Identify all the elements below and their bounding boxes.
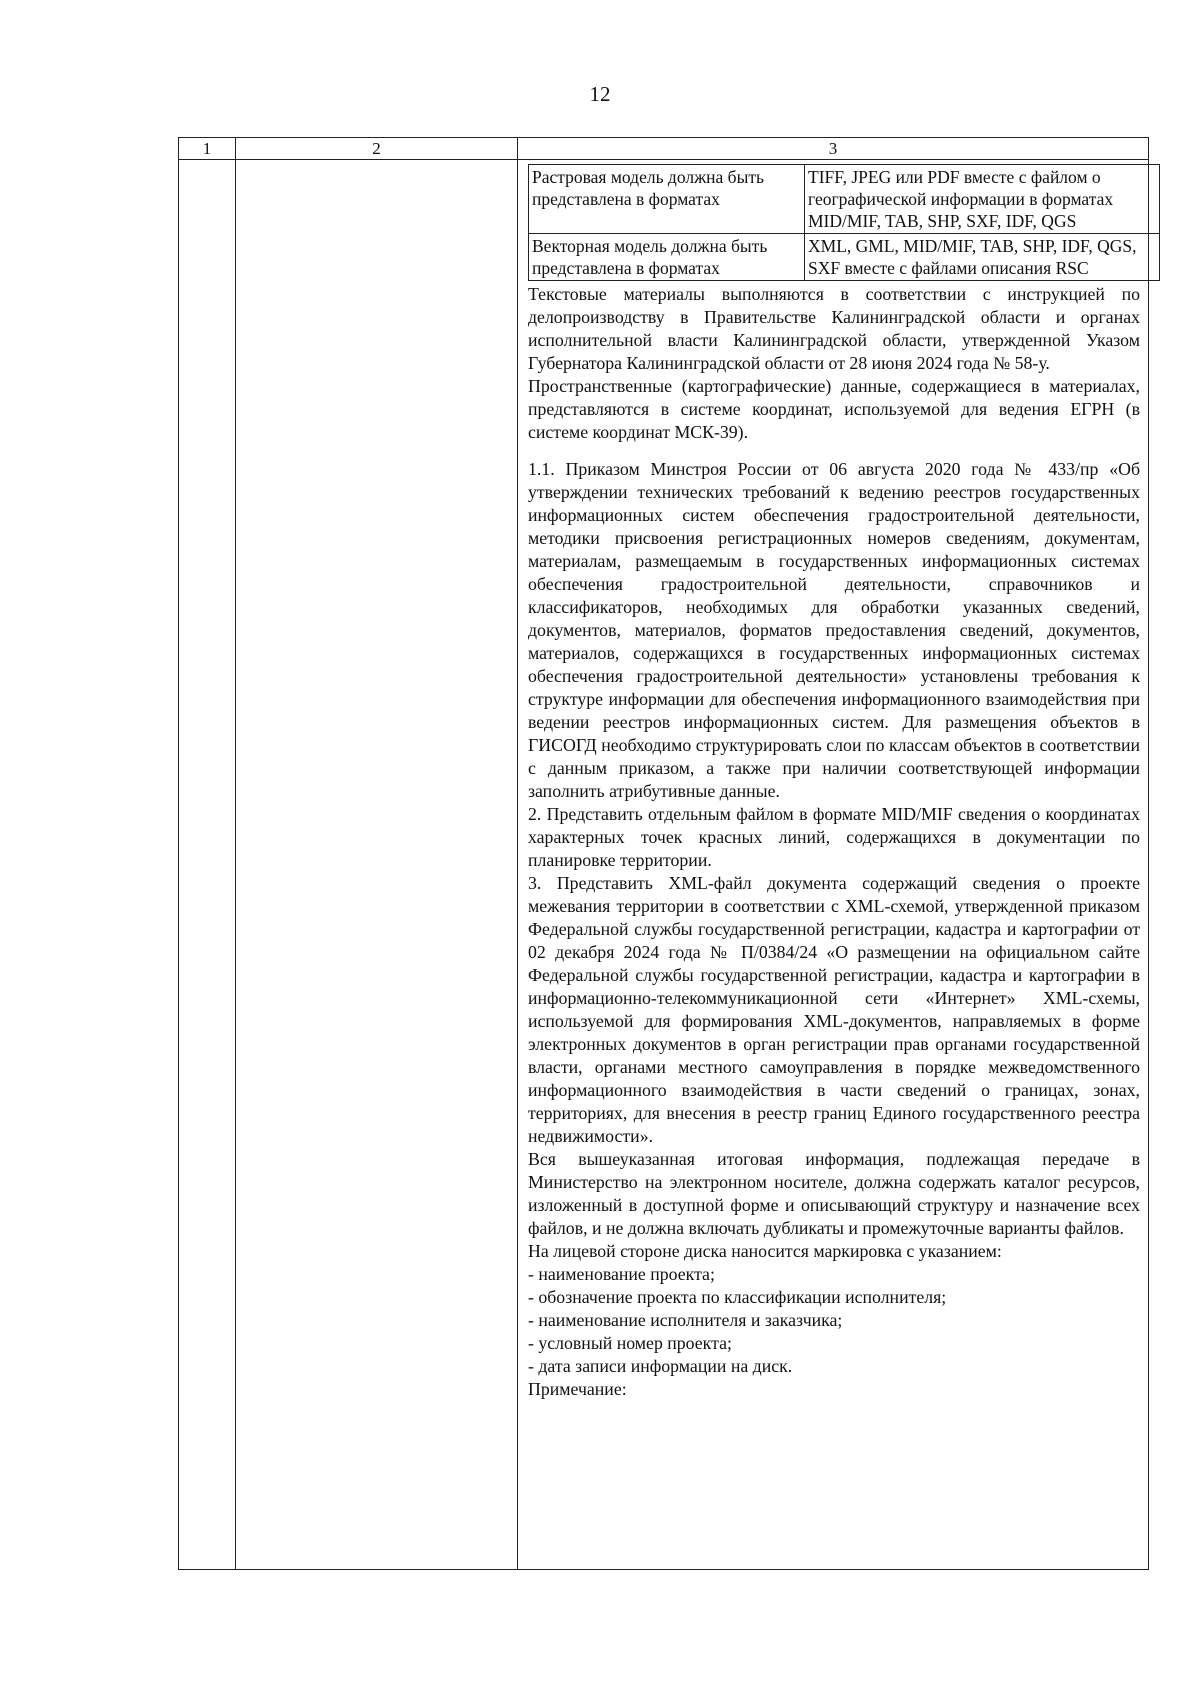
page-number: 12	[589, 82, 611, 106]
item-3-paragraph: 3. Представить XML-файл документа содержащий сведения о проекте межевания территории в соответствии с XML-схемой, утвержденной приказом Федеральной службы государственной регистрации, кадастра и картографии от 02 декабря 2024 года № П/0384/24 «О размещении на официальном сайте Федеральной службы государственной регистрации, кадастра и картографии в информационно-телекоммуникационной сети «Интернет» XML-схемы, используемой для формирования XML-документов, направляемых в форме электронных документов в орган регистрации прав органами государственной власти, органами местного самоуправления в порядке межведомственного информационного взаимодействия в части сведений о границах, зонах, территориях, для внесения в реестр границ Единого государственного реестра недвижимости».	[528, 873, 1140, 1146]
marking-intro: На лицевой стороне диска наносится маркировка с указанием:	[528, 1241, 1002, 1261]
marking-list-item: - обозначение проекта по классификации исполнителя;	[528, 1287, 947, 1307]
column-2-cell	[236, 160, 518, 1570]
table-header-row	[179, 138, 1149, 160]
marking-list-item: - условный номер проекта;	[528, 1333, 732, 1353]
item-1-1-paragraph: 1.1. Приказом Минстроя России от 06 августа 2020 года № 433/пр «Об утверждении технических требований к ведению реестров государственных информационных систем обеспечения градостроительной деятельности, методики присвоения регистрационных номеров сведениям, документам, материалам, размещаемым в государственных информационных системах обеспечения градостроительной деятельности, справочников и классификаторов, необходимых для обработки указанных сведений, документов, материалов, форматов предоставления сведений, документов, материалов, содержащихся в государственных информационных системах обеспечения градостроительной деятельности» установлены требования к структуре информации для обеспечения информационного взаимодействия при ведении реестров информационных систем. Для размещения объектов в ГИСОГД необходимо структурировать слои по классам объектов в соответствии с данным приказом, а также при наличии соответствующей информации заполнить атрибутивные данные.	[528, 459, 1140, 801]
requirements-table	[178, 137, 1149, 1570]
column-3-cell	[518, 160, 1149, 1570]
marking-list-item: - дата записи информации на диск.	[528, 1356, 793, 1376]
column-header-1: 1	[179, 138, 236, 160]
format-row-raster	[529, 165, 1160, 234]
format-row-vector	[529, 234, 1160, 281]
marking-list-item: - наименование исполнителя и заказчика;	[528, 1310, 843, 1330]
requirements-text	[528, 283, 1140, 1401]
column-1-cell	[179, 160, 236, 1570]
item-2-paragraph: 2. Представить отдельным файлом в формате MID/MIF сведения о координатах характерных точек красных линий, содержащихся в документации по планировке территории.	[528, 804, 1140, 870]
marking-list-item: - наименование проекта;	[528, 1264, 715, 1284]
column-header-2: 2	[236, 138, 518, 160]
raster-model-formats: TIFF, JPEG или PDF вместе с файлом о географической информации в форматах MID/MIF, TAB, SHP, SXF, IDF, QGS	[805, 165, 1160, 234]
table-content-row	[179, 160, 1149, 1570]
note-label: Примечание:	[528, 1379, 627, 1399]
vector-model-formats: XML, GML, MID/MIF, TAB, SHP, IDF, QGS, SXF вместе с файлами описания RSC	[805, 234, 1160, 281]
column-header-3: 3	[518, 138, 1149, 160]
format-table	[528, 164, 1160, 281]
final-info-paragraph: Вся вышеуказанная итоговая информация, подлежащая передаче в Министерство на электронном носителе, должна содержать каталог ресурсов, изложенный в доступной форме и описывающий структуру и назначение всех файлов, и не должна включать дубликаты и промежуточные варианты файлов.	[528, 1149, 1140, 1238]
raster-model-label: Растровая модель должна быть представлена в форматах	[529, 165, 805, 234]
vector-model-label: Векторная модель должна быть представлена в форматах	[529, 234, 805, 281]
spatial-data-paragraph: Пространственные (картографические) данные, содержащиеся в материалах, представляются в системе координат, используемой для ведения ЕГРН (в системе координат МСК-39).	[528, 376, 1140, 442]
text-materials-paragraph: Текстовые материалы выполняются в соответствии с инструкцией по делопроизводству в Правительстве Калининградской области и органах исполнительной власти Калининградской области, утвержденной Указом Губернатора Калининградской области от 28 июня 2024 года № 58-у.	[528, 284, 1140, 373]
